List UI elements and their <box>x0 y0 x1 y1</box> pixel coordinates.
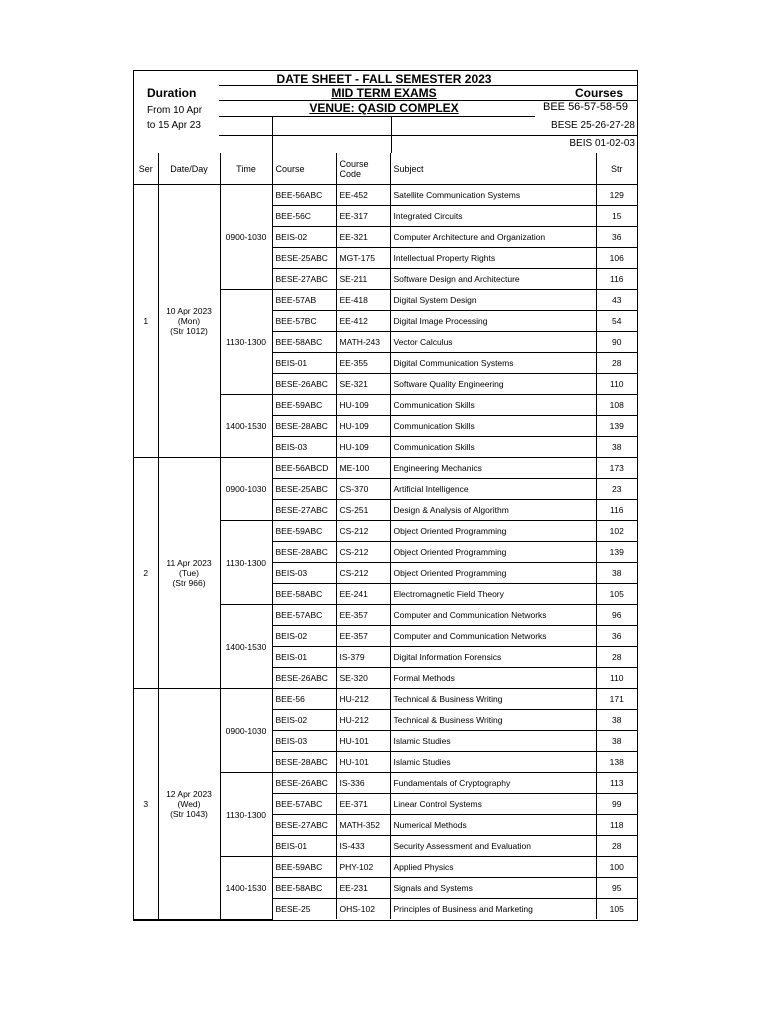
course-code-cell: HU-109 <box>336 416 390 437</box>
strength-cell: 129 <box>596 185 637 206</box>
duration-to: to 15 Apr 23 <box>147 120 201 131</box>
course-code-cell: ME-100 <box>336 458 390 479</box>
subject-cell: Fundamentals of Cryptography <box>390 773 596 794</box>
course-code-cell: EE-241 <box>336 584 390 605</box>
strength-cell: 28 <box>596 836 637 857</box>
table-row <box>134 185 637 206</box>
course-cell: BEE-58ABC <box>272 332 336 353</box>
sheet-title: DATE SHEET - FALL SEMESTER 2023 <box>276 72 492 86</box>
strength-cell: 28 <box>596 353 637 374</box>
course-cell: BEE-56C <box>272 206 336 227</box>
strength-cell: 110 <box>596 668 637 689</box>
subject-cell: Technical & Business Writing <box>390 689 596 710</box>
strength-cell: 102 <box>596 521 637 542</box>
course-cell: BESE-28ABC <box>272 416 336 437</box>
subject-cell: Electromagnetic Field Theory <box>390 584 596 605</box>
course-code-cell: IS-379 <box>336 647 390 668</box>
table-row <box>134 458 637 479</box>
course-code-cell: MATH-352 <box>336 815 390 836</box>
course-cell: BEE-58ABC <box>272 878 336 899</box>
strength-cell: 23 <box>596 479 637 500</box>
subject-cell: Islamic Studies <box>390 752 596 773</box>
course-code-cell: EE-418 <box>336 290 390 311</box>
subject-cell: Object Oriented Programming <box>390 521 596 542</box>
strength-cell: 116 <box>596 500 637 521</box>
subject-cell: Vector Calculus <box>390 332 596 353</box>
courses-bee: BEE 56-57-58-59 <box>543 101 628 113</box>
subject-cell: Islamic Studies <box>390 731 596 752</box>
course-code-cell: CS-251 <box>336 500 390 521</box>
date-line: 12 Apr 2023 <box>166 788 212 799</box>
course-code-cell: EE-371 <box>336 794 390 815</box>
courses-label: Courses <box>575 86 624 100</box>
strength-cell: 100 <box>596 857 637 878</box>
date-day-cell <box>158 185 220 458</box>
subject-cell: Computer and Communication Networks <box>390 605 596 626</box>
strength-cell: 36 <box>596 227 637 248</box>
course-cell: BESE-27ABC <box>272 500 336 521</box>
subject-cell: Communication Skills <box>390 416 596 437</box>
strength-cell: 138 <box>596 752 637 773</box>
course-cell: BESE-26ABC <box>272 668 336 689</box>
strength-cell: 105 <box>596 584 637 605</box>
course-cell: BESE-26ABC <box>272 374 336 395</box>
strength-cell: 95 <box>596 878 637 899</box>
course-code-cell: IS-433 <box>336 836 390 857</box>
time-slot-cell: 1130-1300 <box>220 773 272 857</box>
course-code-cell: SE-321 <box>336 374 390 395</box>
course-code-cell: EE-357 <box>336 605 390 626</box>
header-ser: Ser <box>134 153 158 185</box>
course-code-cell: CS-212 <box>336 542 390 563</box>
course-code-cell: PHY-102 <box>336 857 390 878</box>
course-cell: BEIS-03 <box>272 563 336 584</box>
serial-cell: 1 <box>134 185 158 458</box>
header-rule <box>219 100 637 101</box>
course-cell: BEE-56ABC <box>272 185 336 206</box>
strength-cell: 110 <box>596 374 637 395</box>
strength-cell: 43 <box>596 290 637 311</box>
duration-label: Duration <box>147 86 197 100</box>
course-code-cell: SE-320 <box>336 668 390 689</box>
date-line: (Tue) <box>179 568 199 578</box>
time-slot-cell: 0900-1030 <box>220 458 272 521</box>
table-header-row <box>134 153 637 185</box>
course-code-cell: HU-101 <box>336 731 390 752</box>
subject-cell: Communication Skills <box>390 395 596 416</box>
course-cell: BESE-26ABC <box>272 773 336 794</box>
course-cell: BEIS-01 <box>272 647 336 668</box>
course-cell: BEE-58ABC <box>272 584 336 605</box>
header-divider <box>391 116 392 153</box>
course-code-cell: EE-355 <box>336 353 390 374</box>
course-cell: BEE-57AB <box>272 290 336 311</box>
strength-cell: 28 <box>596 647 637 668</box>
serial-cell: 3 <box>134 689 158 920</box>
strength-cell: 106 <box>596 248 637 269</box>
course-code-cell: IS-336 <box>336 773 390 794</box>
course-cell: BEE-57BC <box>272 311 336 332</box>
subject-cell: Integrated Circuits <box>390 206 596 227</box>
course-code-cell: CS-370 <box>336 479 390 500</box>
subject-cell: Artificial Intelligence <box>390 479 596 500</box>
subject-cell: Digital Information Forensics <box>390 647 596 668</box>
subject-cell: Computer Architecture and Organization <box>390 227 596 248</box>
time-slot-cell: 1400-1530 <box>220 857 272 920</box>
strength-cell: 38 <box>596 563 637 584</box>
header-rule <box>219 85 637 86</box>
subject-cell: Object Oriented Programming <box>390 563 596 584</box>
subject-cell: Object Oriented Programming <box>390 542 596 563</box>
date-day-cell <box>158 458 220 689</box>
date-line: (Str 1043) <box>170 808 208 819</box>
strength-cell: 116 <box>596 269 637 290</box>
subject-cell: Security Assessment and Evaluation <box>390 836 596 857</box>
course-code-cell: EE-317 <box>336 206 390 227</box>
course-code-cell: OHS-102 <box>336 899 390 920</box>
course-code-cell: HU-101 <box>336 752 390 773</box>
course-code-cell: EE-412 <box>336 311 390 332</box>
course-cell: BEE-59ABC <box>272 857 336 878</box>
subject-cell: Digital System Design <box>390 290 596 311</box>
course-cell: BEE-56ABCD <box>272 458 336 479</box>
header-str: Str <box>596 153 637 185</box>
strength-cell: 54 <box>596 311 637 332</box>
course-code-cell: EE-357 <box>336 626 390 647</box>
course-code-cell: MATH-243 <box>336 332 390 353</box>
date-line: (Mon) <box>177 316 201 326</box>
header-course-code: Course Code <box>336 153 390 185</box>
date-sheet <box>133 70 638 921</box>
exam-type: MID TERM EXAMS <box>331 86 437 100</box>
subject-cell: Intellectual Property Rights <box>390 248 596 269</box>
strength-cell: 36 <box>596 626 637 647</box>
course-cell: BESE-28ABC <box>272 542 336 563</box>
course-cell: BEE-59ABC <box>272 521 336 542</box>
course-code-cell: SE-211 <box>336 269 390 290</box>
strength-cell: 171 <box>596 689 637 710</box>
header-rule <box>219 135 637 136</box>
subject-cell: Engineering Mechanics <box>390 458 596 479</box>
header-rule <box>219 116 535 117</box>
strength-cell: 105 <box>596 899 637 920</box>
subject-cell: Numerical Methods <box>390 815 596 836</box>
date-line: (Wed) <box>177 798 201 809</box>
course-cell: BESE-25 <box>272 899 336 920</box>
strength-cell: 90 <box>596 332 637 353</box>
subject-cell: Applied Physics <box>390 857 596 878</box>
course-code-cell: EE-321 <box>336 227 390 248</box>
course-cell: BEIS-03 <box>272 437 336 458</box>
course-code-cell: CS-212 <box>336 521 390 542</box>
date-line: 11 Apr 2023 <box>166 558 212 568</box>
course-cell: BEIS-02 <box>272 710 336 731</box>
subject-cell: Satellite Communication Systems <box>390 185 596 206</box>
time-slot-cell: 0900-1030 <box>220 185 272 290</box>
subject-cell: Digital Communication Systems <box>390 353 596 374</box>
course-cell: BEIS-02 <box>272 626 336 647</box>
course-code-cell: HU-109 <box>336 437 390 458</box>
course-cell: BESE-28ABC <box>272 752 336 773</box>
header-time: Time <box>220 153 272 185</box>
subject-cell: Software Design and Architecture <box>390 269 596 290</box>
subject-cell: Linear Control Systems <box>390 794 596 815</box>
subject-cell: Software Quality Engineering <box>390 374 596 395</box>
header-divider <box>272 116 273 153</box>
header-date-day: Date/Day <box>158 153 220 185</box>
subject-cell: Digital Image Processing <box>390 311 596 332</box>
subject-cell: Communication Skills <box>390 437 596 458</box>
time-slot-cell: 1400-1530 <box>220 395 272 458</box>
course-code-cell: EE-452 <box>336 185 390 206</box>
course-cell: BEE-57ABC <box>272 605 336 626</box>
course-code-cell: HU-212 <box>336 689 390 710</box>
strength-cell: 139 <box>596 416 637 437</box>
subject-cell: Computer and Communication Networks <box>390 626 596 647</box>
course-code-cell: HU-212 <box>336 710 390 731</box>
date-line: 10 Apr 2023 <box>166 306 212 316</box>
course-code-cell: CS-212 <box>336 563 390 584</box>
course-cell: BEIS-02 <box>272 227 336 248</box>
course-cell: BEIS-01 <box>272 836 336 857</box>
course-cell: BEIS-01 <box>272 353 336 374</box>
strength-cell: 38 <box>596 710 637 731</box>
time-slot-cell: 1130-1300 <box>220 290 272 395</box>
strength-cell: 99 <box>596 794 637 815</box>
course-code-cell: EE-231 <box>336 878 390 899</box>
time-slot-cell: 1400-1530 <box>220 605 272 689</box>
date-day-cell <box>158 689 220 920</box>
course-cell: BEE-56 <box>272 689 336 710</box>
course-cell: BEE-59ABC <box>272 395 336 416</box>
duration-from: From 10 Apr <box>147 105 203 116</box>
strength-cell: 96 <box>596 605 637 626</box>
strength-cell: 113 <box>596 773 637 794</box>
date-line: (Str 1012) <box>170 326 208 336</box>
header-subject: Subject <box>390 153 596 185</box>
course-cell: BEIS-03 <box>272 731 336 752</box>
subject-cell: Design & Analysis of Algorithm <box>390 500 596 521</box>
course-code-cell: HU-109 <box>336 395 390 416</box>
subject-cell: Formal Methods <box>390 668 596 689</box>
strength-cell: 38 <box>596 731 637 752</box>
serial-cell: 2 <box>134 458 158 689</box>
courses-beis: BEIS 01-02-03 <box>569 138 635 149</box>
course-cell: BESE-27ABC <box>272 269 336 290</box>
courses-bese: BESE 25-26-27-28 <box>551 120 635 131</box>
schedule-table <box>134 153 637 920</box>
course-code-cell: MGT-175 <box>336 248 390 269</box>
time-slot-cell: 1130-1300 <box>220 521 272 605</box>
venue: VENUE: QASID COMPLEX <box>309 101 459 115</box>
date-line: (Str 966) <box>172 578 206 588</box>
course-cell: BESE-27ABC <box>272 815 336 836</box>
strength-cell: 15 <box>596 206 637 227</box>
table-row <box>134 689 637 710</box>
course-cell: BESE-25ABC <box>272 248 336 269</box>
header-course: Course <box>272 153 336 185</box>
strength-cell: 38 <box>596 437 637 458</box>
subject-cell: Signals and Systems <box>390 878 596 899</box>
time-slot-cell: 0900-1030 <box>220 689 272 773</box>
course-cell: BEE-57ABC <box>272 794 336 815</box>
strength-cell: 139 <box>596 542 637 563</box>
subject-cell: Technical & Business Writing <box>390 710 596 731</box>
strength-cell: 173 <box>596 458 637 479</box>
strength-cell: 108 <box>596 395 637 416</box>
subject-cell: Principles of Business and Marketing <box>390 899 596 920</box>
strength-cell: 118 <box>596 815 637 836</box>
course-cell: BESE-25ABC <box>272 479 336 500</box>
